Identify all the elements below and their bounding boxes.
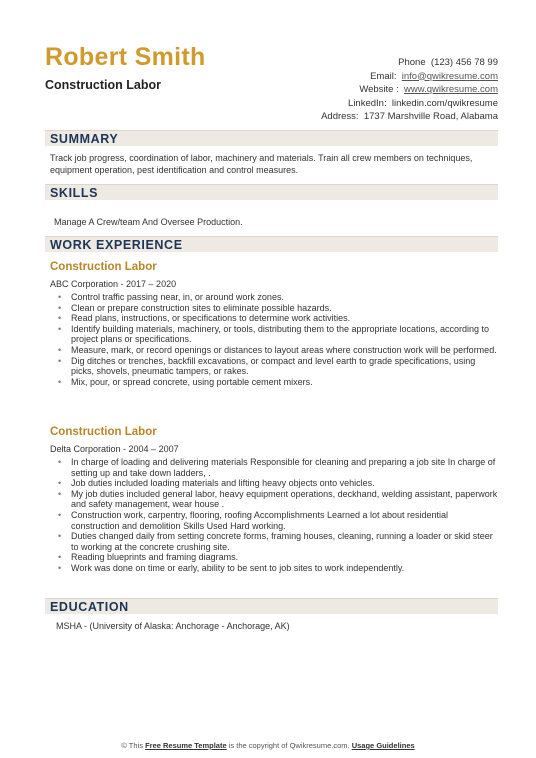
list-item: • Read plans, instructions, or specifications to determine work activities.: [50, 313, 498, 324]
job-2-title: Construction Labor: [50, 426, 157, 438]
address-label: Address:: [321, 111, 359, 122]
linkedin-label: LinkedIn:: [348, 97, 387, 109]
email-link[interactable]: info@qwikresume.com: [401, 70, 498, 82]
skills-text: Manage A Crew/team And Oversee Production.: [54, 217, 243, 227]
job-1-title: Construction Labor: [50, 261, 157, 273]
website-label: Website :: [359, 84, 399, 95]
skills-section-bar: [45, 184, 498, 200]
job-1-bullets: [50, 292, 498, 387]
job-1-company: ABC Corporation - 2017 – 2020: [50, 279, 177, 289]
contact-address: [321, 110, 498, 124]
email-label: Email:: [370, 70, 397, 82]
contact-phone: [321, 56, 498, 70]
linkedin-value[interactable]: linkedin.com/qwikresume: [391, 97, 498, 109]
contact-email: [321, 70, 498, 84]
education-heading: EDUCATION: [50, 600, 129, 614]
candidate-name: Robert Smith: [45, 43, 206, 71]
experience-heading: WORK EXPERIENCE: [50, 238, 183, 252]
copyright-footer: [0, 741, 536, 750]
phone-value: (123) 456 78 99: [430, 57, 498, 68]
education-text: MSHA - (University of Alaska: Anchorage - Anchorage, AK): [56, 621, 290, 631]
address-value: 1737 Marshville Road, Alabama: [363, 111, 498, 122]
summary-text: Track job progress, coordination of labor, machinery and materials. Train all crew members on techniques, equipment operation, pest identification and control measures.: [50, 153, 473, 175]
free-resume-template-link[interactable]: Free Resume Template: [145, 741, 227, 750]
list-item: • Mix, pour, or spread concrete, using portable cement mixers.: [50, 377, 498, 388]
list-item: • Job duties included loading materials and lifting heavy objects onto vehicles.: [50, 478, 498, 489]
skills-heading: SKILLS: [50, 186, 99, 200]
website-link[interactable]: www.qwikresume.com: [404, 84, 498, 95]
footer-middle: is the copyright of Qwikresume.com.: [228, 741, 350, 750]
list-item: • Construction work, carpentry, flooring, roofing Accomplishments Learned a lot about residential construction and demolition Skills Used Hard working.: [50, 510, 498, 531]
education-section-bar: [45, 598, 498, 614]
list-item: • Measure, mark, or record openings or distances to layout areas where construction work will be performed.: [50, 345, 498, 356]
list-item: • Dig ditches or trenches, backfill excavations, or compact and level earth to grade specifications, using picks, shovels, pneumatic tampers, or rakes.: [50, 356, 498, 377]
phone-label: Phone: [398, 57, 426, 68]
list-item: • Control traffic passing near, in, or around work zones.: [50, 292, 498, 303]
list-item: • In charge of loading and delivering materials Responsible for cleaning and preparing a job site In charge of setting up and take down ladders, .: [50, 457, 498, 478]
contact-linkedin: [321, 97, 498, 111]
usage-guidelines-link[interactable]: Usage Guidelines: [351, 741, 415, 750]
job-2-company: Delta Corporation - 2004 – 2007: [50, 444, 179, 454]
footer-prefix: © This: [121, 741, 143, 750]
list-item: • Identify building materials, machinery, or tools, distributing them to the appropriate locations, according to project plans or specifications.: [50, 324, 498, 345]
list-item: • Work was done on time or early, ability to be sent to job sites to work independently.: [50, 563, 498, 574]
contact-website: [321, 83, 498, 97]
list-item: • Duties changed daily from setting concrete forms, framing houses, cleaning, running a loader or skid steer to working at the concrete crushing site.: [50, 531, 498, 552]
list-item: • Reading blueprints and framing diagrams.: [50, 552, 498, 563]
job-2-bullets: [50, 457, 498, 574]
list-item: • My job duties included general labor, heavy equipment operations, deckhand, welding assistant, paperwork and safety management, wear house .: [50, 489, 498, 510]
summary-heading: SUMMARY: [50, 132, 119, 146]
list-item: • Clean or prepare construction sites to eliminate possible hazards.: [50, 303, 498, 314]
candidate-title: Construction Labor: [45, 78, 161, 92]
experience-section-bar: [45, 236, 498, 252]
contact-block: [321, 56, 498, 124]
summary-section-bar: [45, 130, 498, 146]
